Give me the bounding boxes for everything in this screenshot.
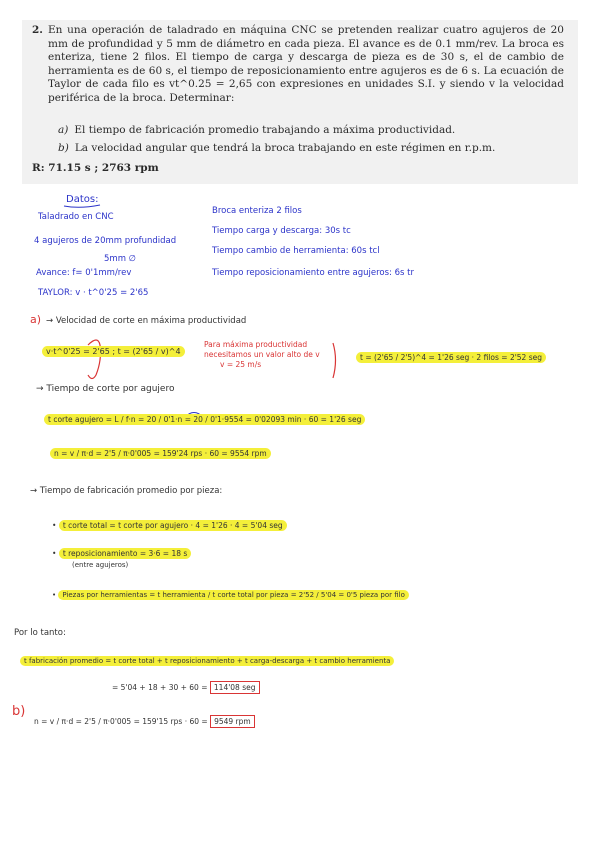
datos-title: Datos: xyxy=(66,194,99,205)
note-line-3: v = 25 m/s xyxy=(220,360,262,369)
fabrication-time-sum xyxy=(112,682,260,693)
fabrication-time-title: → Tiempo de fabricación promedio por pieza: xyxy=(30,486,223,496)
part-b-equation xyxy=(34,716,255,727)
part-b-result: 9549 rpm xyxy=(210,715,255,728)
part-a-label: a) xyxy=(30,313,42,326)
datos-right-4: Tiempo reposicionamiento entre agujeros: 6s tr xyxy=(212,268,414,278)
question-b-text: La velocidad angular que tendrá la broca trabajando en este régimen en r.p.m. xyxy=(74,142,496,154)
question-b-label: b) xyxy=(58,142,69,154)
datos-right-3: Tiempo cambio de herramienta: 60s tcl xyxy=(212,246,380,256)
max-productivity-note xyxy=(204,340,320,370)
datos-item-4: Avance: f= 0'1mm/rev xyxy=(36,268,132,278)
total-cut-time: • t corte total = t corte por agujero · 4 = 1'26 · 4 = 5'04 seg xyxy=(52,520,287,531)
datos-item-1: Taladrado en CNC xyxy=(38,212,114,222)
part-a-title: → Velocidad de corte en máxima productividad xyxy=(46,316,247,326)
fabrication-time-equation: t fabricación promedio = t corte total + t reposicionamiento + t carga-descarga + t cambio herramienta xyxy=(20,656,394,667)
datos-item-3: 5mm ∅ xyxy=(104,254,137,264)
por-lo-tanto: Por lo tanto: xyxy=(14,628,66,638)
reposition-note: (entre agujeros) xyxy=(72,561,129,569)
datos-item-5: TAYLOR: v · t^0'25 = 2'65 xyxy=(38,288,149,298)
datos-item-2: 4 agujeros de 20mm profundidad xyxy=(34,236,177,246)
question-a-label: a) xyxy=(58,124,69,136)
cut-time-equation: t corte agujero = L / f·n = 20 / 0'1·n = 20 / 0'1·9554 = 0'02093 min · 60 = 1'26 seg xyxy=(44,414,365,425)
cut-time-title: → Tiempo de corte por agujero xyxy=(36,384,175,394)
note-line-1: Para máxima productividad xyxy=(204,340,308,349)
tool-life-result: t = (2'65 / 2'5)^4 = 1'26 seg · 2 filos = 2'52 seg xyxy=(356,352,546,363)
question-a-text: El tiempo de fabricación promedio trabajando a máxima productividad. xyxy=(74,124,456,136)
fabrication-time-result: 114'08 seg xyxy=(210,681,260,694)
datos-right-2: Tiempo carga y descarga: 30s tc xyxy=(212,226,351,236)
reposition-time: • t reposicionamiento = 3·6 = 18 s xyxy=(52,548,191,559)
problem-number: 2. xyxy=(32,24,43,36)
note-line-2: necesitamos un valor alto de v xyxy=(204,350,320,359)
problem-statement: En una operación de taladrado en máquina CNC se pretenden realizar cuatro agujeros de 20 mm de profundidad y 5 mm de diámetro en cada pieza. El avance es de 0.1 mm/rev. La broca es enteriza, tiene 2 filos. El tiempo de carga y descarga de pieza es de 30 s, el de cambio de herramienta es de 60 s, el tiempo de reposicionamiento entre agujeros es de 6 s. La ecuación de Taylor de cada filo es vt^0.25 = 2,65 con expresiones en unidades S.I. y siendo v la velocidad periférica de la broca. Determinar: xyxy=(48,24,564,104)
part-b-steps: n = v / π·d = 2'5 / π·0'005 = 159'15 rps · 60 = xyxy=(34,717,208,726)
spindle-speed-equation: n = v / π·d = 2'5 / π·0'005 = 159'24 rps · 60 = 9554 rpm xyxy=(50,448,271,459)
answer-line: R: 71.15 s ; 2763 rpm xyxy=(32,162,159,174)
datos-right-1: Broca enteriza 2 filos xyxy=(212,206,302,216)
fabrication-sum-terms: = 5'04 + 18 + 30 + 60 = xyxy=(112,683,208,692)
parts-per-tool: • Piezas por herramientas = t herramienta / t corte total por pieza = 2'52 / 5'04 = 0'5 pieza por filo xyxy=(52,590,409,601)
part-b-label: b) xyxy=(12,704,26,719)
taylor-equation: v·t^0'25 = 2'65 ; t = (2'65 / v)^4 xyxy=(42,346,185,357)
